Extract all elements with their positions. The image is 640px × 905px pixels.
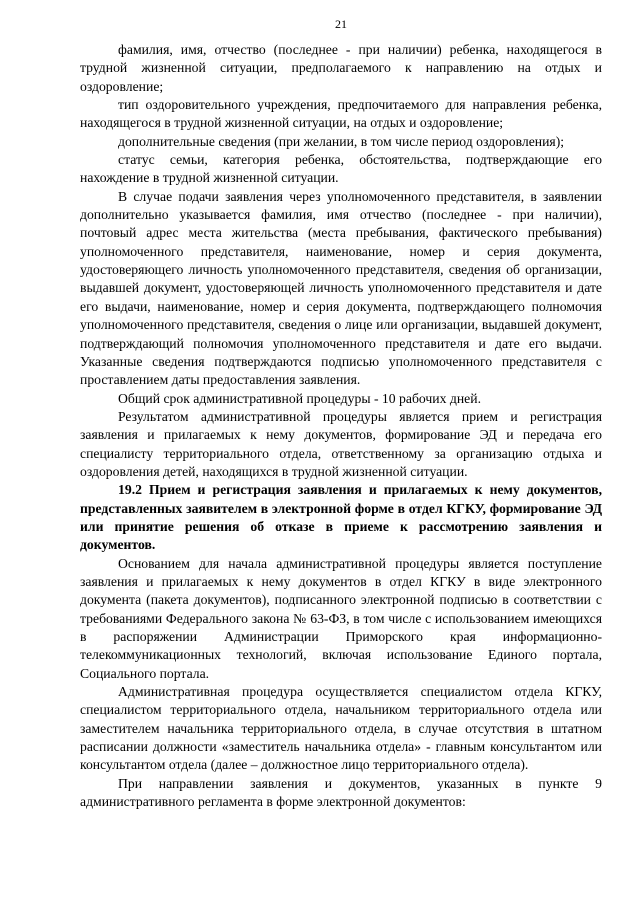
paragraph-result: Результатом административной процедуры является прием и регистрация заявления и прилагаемых к нему документов, формирование ЭД и передача его специалисту территориального отдела, ответственному за организацию отдыха и оздоровления детей, находящихся в трудной жизненной ситуации. [80,408,602,479]
page-number: 21 [335,17,347,31]
paragraph-additional-info: дополнительные сведения (при желании, в том числе период оздоровления); [118,133,565,149]
paragraph-term: Общий срок административной процедуры - 10 рабочих дней. [118,390,481,406]
paragraph-family-status: статус семьи, категория ребенка, обстоятельства, подтверждающие его нахождение в трудной жизненной ситуации. [80,152,602,186]
paragraph-child-name: фамилия, имя, отчество (последнее - при наличии) ребенка, находящегося в трудной жизненной ситуации, предполагаемого к направлению на отдых и оздоровление; [80,42,602,94]
paragraph-basis: Основанием для начала административной процедуры является поступление заявления и прилагаемых к нему документов в отдел КГКУ в виде электронного документа (пакета документов), подписанного электронной подписью в соответствии с требованиями Федерального закона № 63-ФЗ, в том числе с использованием имеющихся в распоряжении Администрации Приморского края информационно-телекоммуникационных технологий, включая использование Единого портала, Социального портала. [80,555,602,681]
paragraph-submission: При направлении заявления и документов, указанных в пункте 9 административного регламента в форме электронной документов: [80,775,602,810]
section-heading-19-2: 19.2 Прием и регистрация заявления и прилагаемых к нему документов, представленных заявителем в электронной форме в отдел КГКУ, формирование ЭД или принятие решения об отказе в приеме к рассмотрению заявления и документов. [80,482,602,553]
paragraph-responsible: Административная процедура осуществляется специалистом отдела КГКУ, специалистом территориального отдела, начальником территориального отдела или заместителем начальника территориального отдела, в случае отсутствия в штатном расписании должности «заместитель начальника отдела» - главным консультантом или консультантом отдела (далее – должностное лицо территориального отдела). [80,684,602,773]
paragraph-institution-type: тип оздоровительного учреждения, предпочитаемого для направления ребенка, находящегося в трудной жизненной ситуации, на отдых и оздоровление; [80,97,602,131]
paragraph-representative: В случае подачи заявления через уполномоченного представителя, в заявлении дополнительно указывается фамилия, имя отчество (последнее - при наличии), почтовый адрес места жительства (места пребывания, фактического пребывания) уполномоченного представителя, наименование, номер и серия документа, удостоверяющего личность уполномоченного представителя, сведения об организации, выдавшей документ, удостоверяющей личность уполномоченного представителя и дате его выдачи, наименование, номер и серия документа, подтверждающего полномочия уполномоченного представителя, сведения о лице или организации, выдавшей документ, подтверждающий полномочия уполномоченного представителя и дате его выдачи. Указанные сведения подтверждаются подписью уполномоченного представителя с проставлением даты предоставления заявления. [80,188,602,388]
